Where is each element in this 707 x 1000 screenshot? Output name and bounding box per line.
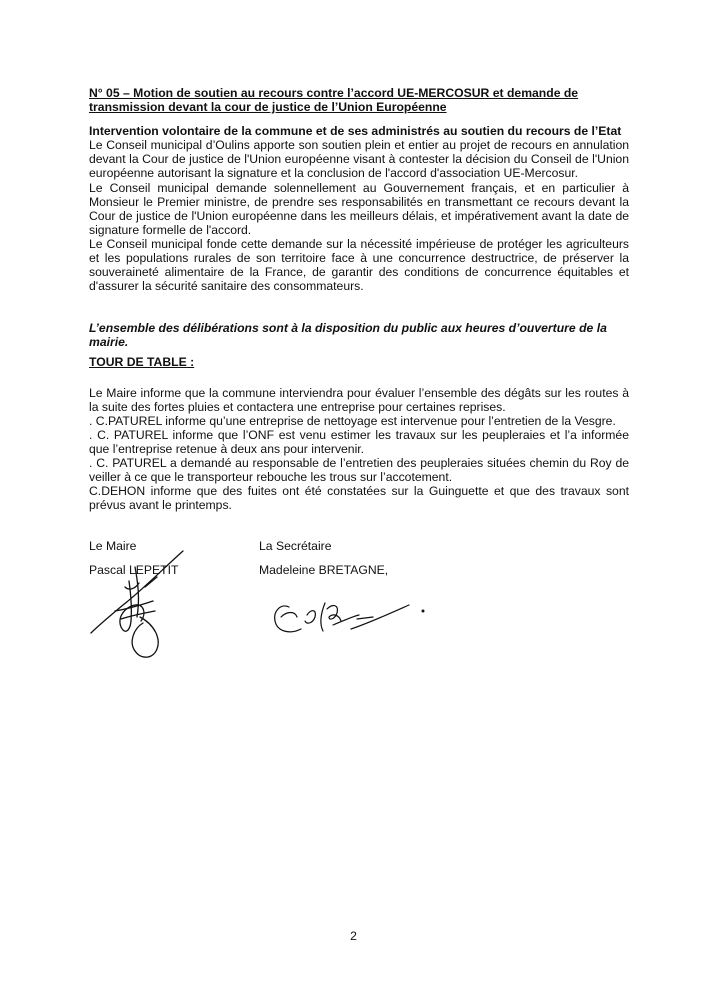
document-body: [89, 86, 629, 512]
tour-de-table-item: . C. PATUREL informe que l’ONF est venu estimer les travaux sur les peupleraies et l’a informée que l’entreprise retenue à deux ans pour intervenir.: [89, 427, 629, 456]
tour-de-table-item: . C.PATUREL informe qu’une entreprise de nettoyage est intervenue pour l’entretien de la Vesgre.: [89, 413, 616, 428]
secretary-signature-scribble: [267, 589, 427, 649]
tour-de-table-item: . C. PATUREL a demandé au responsable de l’entretien des peupleraies situées chemin du Roy de veiller à ce que le transporteur rebouche les trous sur l’accotement.: [89, 456, 629, 485]
motion-paragraph: Le Conseil municipal fonde cette demande sur la nécessité impérieuse de protéger les agriculteurs et les populations rurales de son territoire face à une concurrence destructrice, de préserver la souveraineté alimentaire de la France, de garantir des conditions de concurrence équitables et d'assurer la sécurité sanitaire des consommateurs.: [89, 236, 629, 294]
mayor-role: Le Maire: [89, 539, 137, 553]
tour-de-table-title: TOUR DE TABLE :: [89, 354, 195, 369]
tour-de-table-item: Le Maire informe que la commune interviendra pour évaluer l’ensemble des dégâts sur les routes à la suite des fortes pluies et contactera une entreprise pour certaines reprises.: [89, 385, 629, 414]
motion-paragraph: Le Conseil municipal d’Oulins apporte son soutien plein et entier au projet de recours en annulation devant la Cour de justice de l'Union européenne visant à contester la décision du Conseil de l'Union européenne autorisant la signature et la conclusion de l'accord d'association UE-Mercosur.: [89, 138, 629, 181]
mayor-name: Pascal LEPETIT: [89, 563, 179, 578]
secretary-signature-block: [259, 539, 388, 587]
motion-paragraph: Le Conseil municipal demande solennellement au Gouvernement français, et en particulier à Monsieur le Premier ministre, de prendre ses responsabilités en transmettant ce recours devant la Cour de justice de l'Union européenne dans les meilleurs délais, et impérativement avant la date de signature formelle de l'accord.: [89, 180, 629, 237]
secretary-name: Madeleine BRETAGNE,: [259, 563, 389, 578]
motion-title: N° 05 – Motion de soutien au recours contre l’accord UE-MERCOSUR et demande de transmission devant la cour de justice de l’Union Européenne: [89, 86, 579, 115]
public-availability-note: L’ensemble des délibérations sont à la disposition du public aux heures d’ouverture de la mairie.: [89, 321, 607, 350]
motion-subtitle: Intervention volontaire de la commune et de ses administrés au soutien du recours de l’Etat: [89, 124, 622, 139]
secretary-role: La Secrétaire: [259, 539, 332, 553]
page-number: 2: [350, 929, 357, 943]
tour-de-table-item: C.DEHON informe que des fuites ont été constatées sur la Guinguette et que des travaux sont prévus avant le printemps.: [89, 484, 629, 513]
signature-block: [89, 539, 629, 659]
mayor-signature-scribble: [85, 547, 190, 662]
